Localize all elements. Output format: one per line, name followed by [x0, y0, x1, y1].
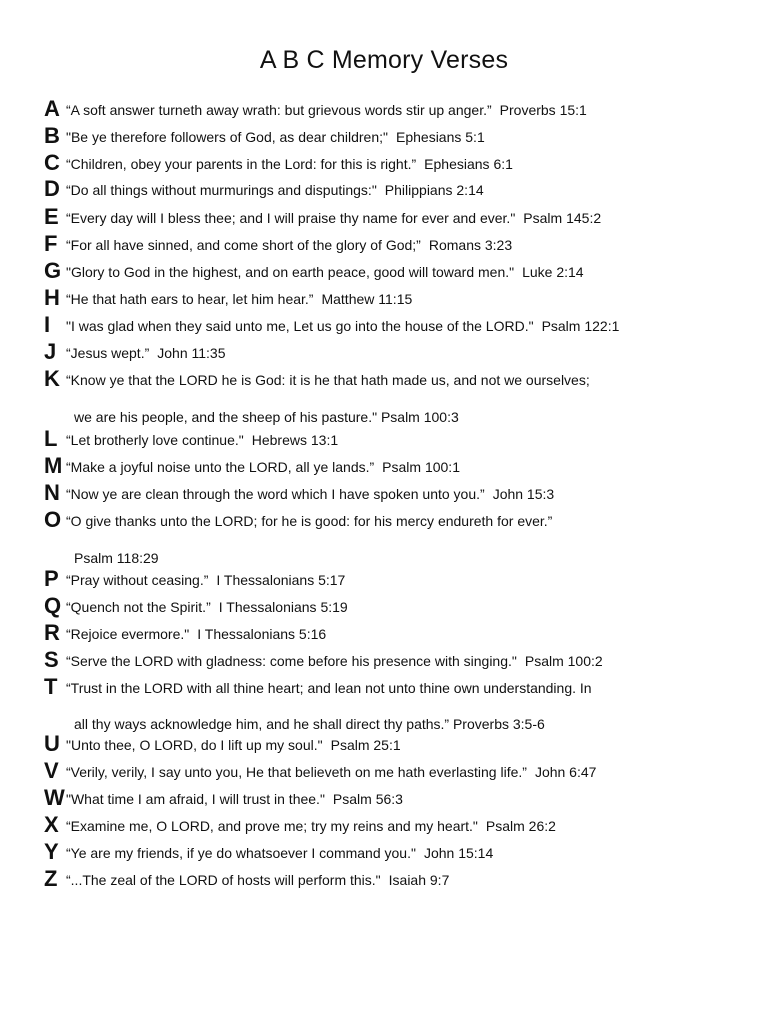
verse-reference: Psalm 100:1	[382, 459, 460, 475]
verse-letter: W	[44, 785, 65, 810]
verse-reference: Psalm 100:2	[524, 653, 603, 669]
verse-quote: “Examine me, O LORD, and prove me; try my reins and my heart."	[66, 818, 478, 834]
verse-letter: A	[44, 96, 60, 121]
verse-item	[44, 508, 754, 534]
verse-continuation: all thy ways acknowledge him, and he shall direct thy paths.” Proverbs 3:5-6	[74, 716, 545, 732]
verse-quote: “Let brotherly love continue."	[66, 432, 244, 448]
verse-letter: M	[44, 453, 63, 478]
verse-item	[44, 675, 754, 701]
verse-reference: Romans 3:23	[428, 237, 513, 253]
verse-text	[66, 431, 338, 449]
verse-letter: Y	[44, 839, 59, 864]
verse-quote: “Ye are my friends, if ye do whatsoever I command you."	[66, 845, 416, 861]
verse-item	[44, 840, 754, 866]
verse-text	[66, 844, 493, 862]
verse-quote: “...The zeal of the LORD of hosts will perform this."	[66, 872, 381, 888]
verse-text	[66, 344, 226, 362]
verse-text	[66, 512, 552, 530]
verse-quote: “Every day will I bless thee; and I will praise thy name for ever and ever."	[66, 210, 516, 226]
verse-text	[66, 598, 348, 616]
verse-text	[66, 371, 590, 389]
verse-letter: C	[44, 150, 60, 175]
verse-reference: Proverbs 15:1	[499, 102, 587, 118]
verse-quote: “A soft answer turneth away wrath: but grievous words stir up anger.”	[66, 102, 492, 118]
verse-item	[44, 232, 754, 258]
verse-reference: Luke 2:14	[522, 264, 584, 280]
verse-text	[66, 625, 326, 643]
verse-item	[44, 481, 754, 507]
verse-letter: F	[44, 231, 58, 256]
verse-quote: “Make a joyful noise unto the LORD, all ye lands.”	[66, 459, 375, 475]
verse-item	[44, 367, 754, 393]
verse-letter: S	[44, 647, 59, 672]
verse-reference: Psalm 145:2	[523, 210, 602, 226]
verse-quote: “Do all things without murmurings and disputings:"	[66, 182, 377, 198]
verse-text	[66, 790, 403, 808]
verse-letter: R	[44, 620, 60, 645]
verse-item	[44, 621, 754, 647]
verse-text	[66, 817, 556, 835]
verse-text	[66, 290, 412, 308]
verse-quote: “Serve the LORD with gladness: come before his presence with singing."	[66, 653, 517, 669]
verse-item	[44, 205, 754, 231]
verse-reference: Psalm 25:1	[330, 737, 401, 753]
verse-continuation: we are his people, and the sheep of his pasture." Psalm 100:3	[74, 409, 459, 425]
verse-item	[44, 151, 754, 177]
verse-text	[66, 871, 449, 889]
verse-letter: V	[44, 758, 59, 783]
verse-text	[66, 679, 592, 697]
verse-quote: “Trust in the LORD with all thine heart; and lean not unto thine own understanding. In	[66, 680, 592, 696]
verse-reference: I Thessalonians 5:17	[216, 572, 346, 588]
verse-text	[66, 317, 619, 335]
verse-letter: B	[44, 123, 60, 148]
verse-letter: I	[44, 312, 51, 337]
verse-reference: Matthew 11:15	[321, 291, 413, 307]
verse-reference: Philippians 2:14	[384, 182, 484, 198]
verse-quote: “Quench not the Spirit.”	[66, 599, 211, 615]
verse-text	[66, 763, 596, 781]
verse-item	[44, 867, 754, 893]
verse-reference: John 15:3	[492, 486, 555, 502]
verse-reference: Psalm 122:1	[541, 318, 620, 334]
verse-item	[44, 313, 754, 339]
verse-text	[66, 485, 554, 503]
verse-reference: Ephesians 5:1	[396, 129, 485, 145]
verse-item	[44, 567, 754, 593]
verse-reference: I Thessalonians 5:19	[218, 599, 348, 615]
verse-letter: H	[44, 285, 60, 310]
verse-item	[44, 594, 754, 620]
verse-text	[66, 101, 587, 119]
verse-reference: Ephesians 6:1	[424, 156, 513, 172]
verse-quote: "Unto thee, O LORD, do I lift up my soul."	[66, 737, 323, 753]
verse-text	[66, 128, 485, 146]
verse-item	[44, 177, 754, 203]
verse-letter: N	[44, 480, 60, 505]
verse-text	[66, 155, 513, 173]
verse-reference: Hebrews 13:1	[251, 432, 339, 448]
verse-reference: Psalm 26:2	[485, 818, 556, 834]
verse-letter: G	[44, 258, 62, 283]
verse-quote: “Jesus wept.”	[66, 345, 150, 361]
verse-reference: John 11:35	[157, 345, 226, 361]
verse-item	[44, 124, 754, 150]
verse-reference: Isaiah 9:7	[388, 872, 450, 888]
verse-text	[66, 263, 584, 281]
verse-reference: I Thessalonians 5:16	[197, 626, 327, 642]
verse-quote: “Verily, verily, I say unto you, He that believeth on me hath everlasting life.”	[66, 764, 527, 780]
verse-text	[66, 736, 401, 754]
verse-text	[66, 652, 603, 670]
verse-item	[44, 759, 754, 785]
verse-item	[44, 259, 754, 285]
verse-letter: Z	[44, 866, 58, 891]
verse-item	[44, 648, 754, 674]
verse-continuation: Psalm 118:29	[74, 550, 159, 566]
verse-letter: L	[44, 426, 58, 451]
verse-item	[44, 813, 754, 839]
verse-quote: “Know ye that the LORD he is God: it is he that hath made us, and not we ourselves;	[66, 372, 590, 388]
verse-item	[44, 786, 754, 812]
verse-quote: “He that hath ears to hear, let him hear.”	[66, 291, 314, 307]
verse-letter: D	[44, 176, 60, 201]
verse-letter: O	[44, 507, 62, 532]
verse-item	[44, 97, 754, 123]
verse-letter: J	[44, 339, 57, 364]
verse-letter: Q	[44, 593, 62, 618]
verse-text	[66, 209, 601, 227]
verse-item	[44, 427, 754, 453]
verse-letter: E	[44, 204, 59, 229]
verse-quote: “O give thanks unto the LORD; for he is good: for his mercy endureth for ever.”	[66, 513, 553, 529]
verse-reference: John 15:14	[423, 845, 494, 861]
verse-item	[44, 732, 754, 758]
verse-quote: "I was glad when they said unto me, Let us go into the house of the LORD."	[66, 318, 534, 334]
verse-letter: P	[44, 566, 59, 591]
verse-quote: “Pray without ceasing.”	[66, 572, 209, 588]
verse-quote: "What time I am afraid, I will trust in thee."	[66, 791, 325, 807]
verse-quote: “Rejoice evermore."	[66, 626, 190, 642]
verse-item	[44, 286, 754, 312]
verse-text	[66, 458, 460, 476]
verse-text	[66, 571, 345, 589]
verse-quote: "Glory to God in the highest, and on earth peace, good will toward men."	[66, 264, 515, 280]
verse-item	[44, 454, 754, 480]
verse-letter: K	[44, 366, 60, 391]
verse-item	[44, 340, 754, 366]
verse-quote: “For all have sinned, and come short of the glory of God;”	[66, 237, 421, 253]
verse-text	[66, 181, 484, 199]
verse-reference: John 6:47	[534, 764, 597, 780]
page-title: A B C Memory Verses	[259, 46, 509, 74]
verse-text	[66, 236, 512, 254]
verse-quote: "Be ye therefore followers of God, as dear children;"	[66, 129, 388, 145]
verse-letter: T	[44, 674, 58, 699]
verse-quote: “Children, obey your parents in the Lord: for this is right.”	[66, 156, 417, 172]
verse-reference: Psalm 56:3	[332, 791, 403, 807]
verse-quote: “Now ye are clean through the word which I have spoken unto you.”	[66, 486, 485, 502]
verse-letter: U	[44, 731, 60, 756]
verse-letter: X	[44, 812, 59, 837]
